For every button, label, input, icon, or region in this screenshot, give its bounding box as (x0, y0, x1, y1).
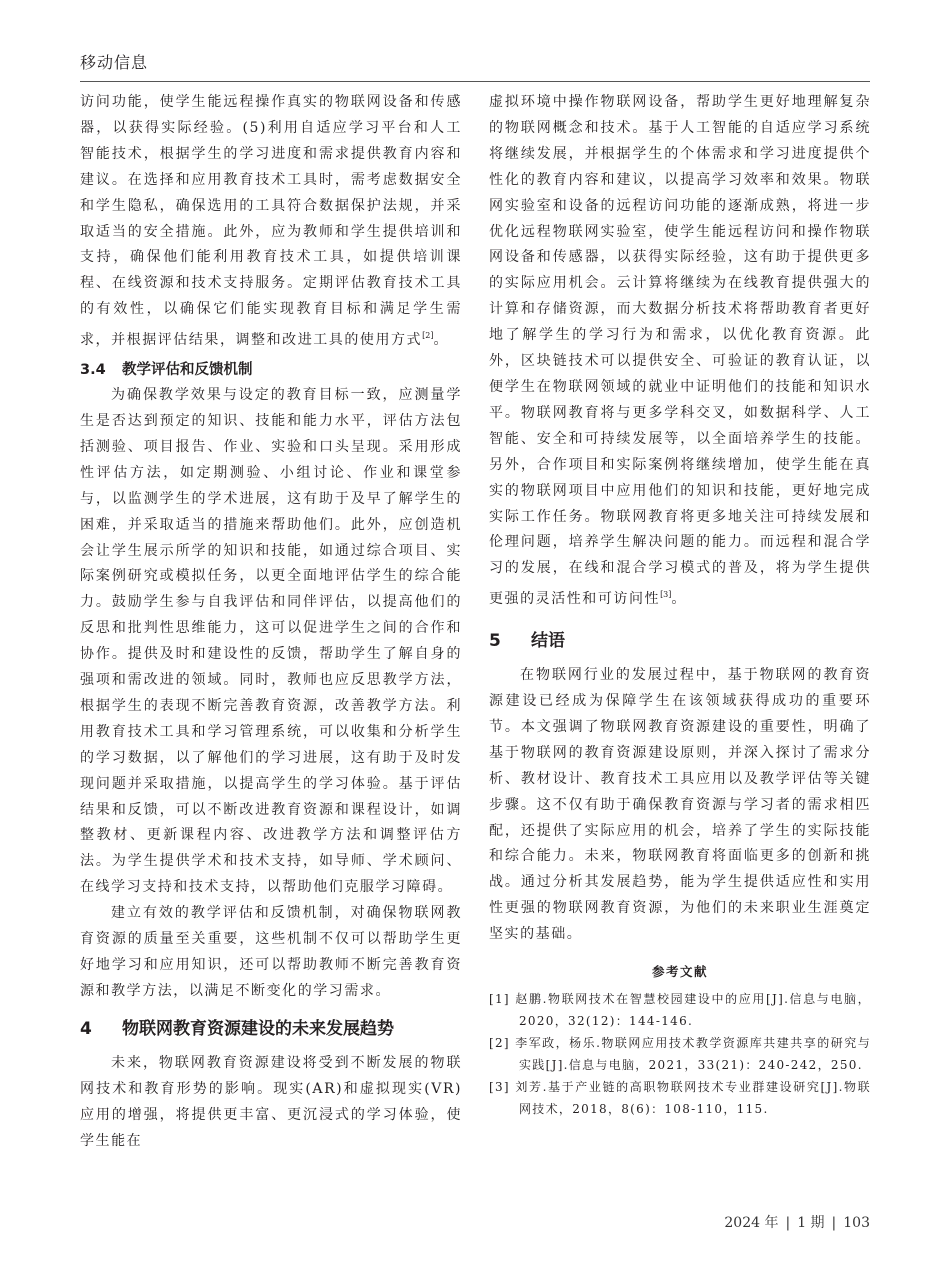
header-rule (80, 81, 870, 82)
paragraph (489, 90, 871, 613)
section-title: 教学评估和反馈机制 (122, 362, 253, 379)
section-title: 结语 (531, 631, 565, 652)
section-heading-3-4 (80, 357, 462, 383)
paragraph-text: 虚拟环境中操作物联网设备，帮助学生更好地理解复杂的物联网概念和技术。基于人工智能的自适应学习系统将继续发展，并根据学生的个体需求和学习进度提供个性化的教育内容和建议，以提高学习效率和效果。物联网实验室和设备的远程访问功能的逐渐成熟，将进一步优化远程物联网实验室，使学生能远程访问和操作物联网设备和传感器，以获得实际经验，这有助于提供更多的实际应用机会。云计算将继续为在线教育提供强大的计算和存储资源，而大数据分析技术将帮助教育者更好地了解学生的学习行为和需求，以优化教育资源。此外，区块链技术可以提供安全、可验证的教育认证，以便学生在物联网领域的就业中证明他们的技能和知识水平。物联网教育将与更多学科交叉，如数据科学、人工智能、安全和可持续发展等，以全面培养学生的技能。另外，合作项目和实际案例将继续增加，使学生能在真实的物联网项目中应用他们的知识和技能，更好地完成实际工作任务。物联网教育将更多地关注可持续发展和伦理问题，培养学生解决问题的能力。而远程和混合学习的发展，在线和混合学习模式的普及，将为学生提供更强的灵活性和可访问性 (489, 94, 871, 608)
section-number: 4 (80, 1018, 92, 1039)
section-heading-5 (489, 627, 871, 655)
citation[interactable]: [3] (660, 590, 672, 600)
references-heading: 参考文献 (651, 964, 708, 980)
page-number: 103 (843, 1215, 870, 1231)
section-title: 物联网教育资源建设的未来发展趋势 (122, 1018, 394, 1039)
citation[interactable]: [2] (422, 331, 434, 341)
punctuation: 。 (671, 591, 687, 608)
journal-name: 移动信息 (80, 53, 149, 72)
section-number: 3.4 (80, 362, 106, 379)
paragraph (80, 90, 462, 354)
separator: | (785, 1215, 791, 1231)
paragraph: 未来，物联网教育资源建设将受到不断发展的物联网技术和教育形势的影响。现实(AR)和虚拟现实(VR)应用的增强，将提供更丰富、更沉浸式的学习体验，使学生能在 (80, 1054, 462, 1149)
paragraph: 建立有效的教学评估和反馈机制，对确保物联网教育资源的质量至关重要，这些机制不仅可以帮助学生更好地学习和应用知识，还可以帮助教师不断完善教育资源和教学方法，以满足不断变化的学习需求。 (80, 905, 462, 999)
punctuation: 。 (433, 332, 450, 349)
right-column (489, 90, 871, 1120)
paragraph-text: 访问功能，使学生能远程操作真实的物联网设备和传感器，以获得实际经验。(5)利用自适应学习平台和人工智能技术，根据学生的学习进度和需求提供教育内容和建议。在选择和应用教育技术工具时，需考虑数据安全和学生隐私，确保选用的工具符合数据保护法规，并采取适当的安全措施。此外，应为教师和学生提供培训和支持，确保他们能利用教育技术工具，如提供培训课程、在线资源和技术支持服务。定期评估教育技术工具的有效性，以确保它们能实现教育目标和满足学生需求，并根据评估结果，调整和改进工具的使用方式 (80, 94, 462, 349)
issue-year: 2024 年 (724, 1215, 779, 1231)
paragraph: 在物联网行业的发展过程中，基于物联网的教育资源建设已经成为保障学生在该领域获得成功的重要环节。本文强调了物联网教育资源建设的重要性，明确了基于物联网的教育资源建设原则，并深入探讨了需求分析、教材设计、教育技术工具应用以及教学评估等关键步骤。这不仅有助于确保教育资源与学习者的需求相匹配，还提供了实际应用的机会，培养了学生的实际技能和综合能力。未来，物联网教育将面临更多的创新和挑战。通过分析其发展趋势，能为学生提供适应性和实用性更强的物联网教育资源，为他们的未来职业生涯奠定坚实的基础。 (489, 667, 871, 943)
paragraph: 为确保教学效果与设定的教育目标一致，应测量学生是否达到预定的知识、技能和能力水平，评估方法包括测验、项目报告、作业、实验和口头呈现。采用形成性评估方法，如定期测验、小组讨论、作业和课堂参与，以监测学生的学术进展，这有助于及早了解学生的困难，并采取适当的措施来帮助他们。此外，应创造机会让学生展示所学的知识和技能，如通过综合项目、实际案例研究或模拟任务，以更全面地评估学生的综合能力。鼓励学生参与自我评估和同伴评估，以提高他们的反思和批判性思维能力，这可以促进学生之间的合作和协作。提供及时和建设性的反馈，帮助学生了解自身的强项和需改进的领域。同时，教师也应反思教学方法，根据学生的表现不断完善教育资源，改善教学方法。利用教育技术工具和学习管理系统，可以收集和分析学生的学习数据，以了解他们的学习进展，这有助于及时发现问题并采取措施，以提高学生的学习体验。基于评估结果和反馈，可以不断改进教育资源和课程设计，如调整教材、更新课程内容、改进教学方法和调整评估方法。为学生提供学术和技术支持，如导师、学术顾问、在线学习支持和技术支持，以帮助他们克服学习障碍。 (80, 387, 462, 896)
left-column (80, 90, 462, 1154)
section-heading-4 (80, 1015, 462, 1043)
reference-item: [3] 刘芳.基于产业链的高职物联网技术专业群建设研究[J].物联网技术，2018，8(6)：108-110，115. (489, 1080, 871, 1117)
separator: | (831, 1215, 837, 1231)
section-number: 5 (489, 631, 501, 652)
page-footer (724, 1212, 870, 1232)
reference-item: [1] 赵鹏.物联网技术在智慧校园建设中的应用[J].信息与电脑，2020，32(12)：144-146. (489, 992, 871, 1029)
reference-item: [2] 李军政，杨乐.物联网应用技术教学资源库共建共享的研究与实践[J].信息与电脑，2021，33(21)：240-242，250. (489, 1036, 871, 1073)
issue-number: 1 期 (797, 1215, 825, 1231)
